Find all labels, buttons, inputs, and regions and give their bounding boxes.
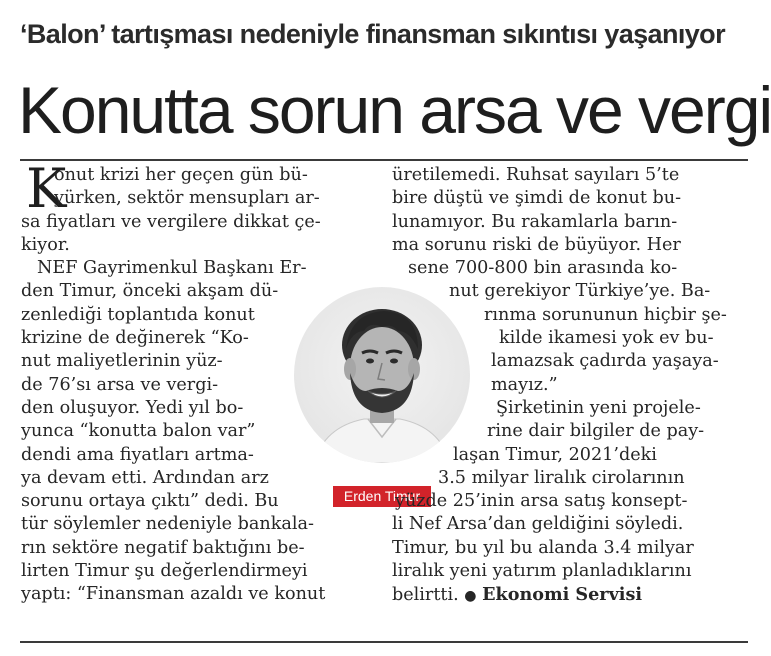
body-line: li Nef Arsa’dan geldiğini söyledi. (392, 514, 684, 535)
body-line: kilde ikamesi yok ev bu- (499, 328, 714, 349)
body-line: kiyor. (21, 234, 70, 255)
body-line: rınma sorununun hiçbir şe- (484, 304, 727, 325)
body-line: liralık yeni yatırım planladıklarını (392, 561, 692, 582)
body-line: üretilemedi. Ruhsat sayıları 5’te (392, 165, 680, 185)
body-line: yaptı: “Finansman azaldı ve konut (21, 584, 326, 605)
body-line: NEF Gayrimenkul Başkanı Er- (37, 258, 307, 279)
body-line: ya devam etti. Ardından arz (21, 467, 269, 488)
body-line: lunamıyor. Bu rakamlarla barın- (392, 211, 678, 232)
body-line: onut krizi her geçen gün bü- (54, 165, 308, 185)
body-line: lirten Timur şu değerlendirmeyi (21, 561, 308, 582)
body-line: krizine de değinerek “Ko- (21, 328, 249, 349)
bullet-icon: ● (464, 588, 477, 605)
body-line: zenlediği toplantıda konut (21, 304, 255, 325)
body-line: nut gerekiyor Türkiye’ye. Ba- (449, 281, 711, 302)
body-last-text: belirtti. (392, 585, 459, 606)
article-bottom-rule (20, 641, 748, 643)
body-line: Timur, bu yıl bu alanda 3.4 milyar (392, 537, 694, 558)
body-line: de 76’sı arsa ve vergi- (21, 374, 219, 395)
byline: Ekonomi Servisi (482, 584, 643, 606)
headline-divider (20, 159, 748, 161)
body-line: den Timur, önceki akşam dü- (21, 281, 279, 302)
body-line: ma sorunu riski de büyüyor. Her (392, 234, 681, 255)
body-line: yunca “konutta balon var” (21, 421, 256, 442)
body-line: rın sektöre negatif baktığını be- (21, 537, 305, 558)
body-line: laşan Timur, 2021’deki (453, 444, 657, 465)
photo-caption: Erden Timur (333, 486, 431, 507)
body-line: nut maliyetlerinin yüz- (21, 351, 223, 372)
article-kicker: ‘Balon’ tartışması nedeniyle finansman sıkıntısı yaşanıyor (20, 19, 725, 49)
body-line-final (392, 583, 752, 606)
body-line: sa fiyatları ve vergilere dikkat çe- (21, 211, 321, 232)
body-line: dendi ama fiyatları artma- (21, 444, 254, 465)
body-column-right (392, 164, 752, 607)
body-line: tür söylemler nedeniyle bankala- (21, 514, 314, 535)
body-line: bire düştü ve şimdi de konut bu- (392, 188, 682, 209)
body-line: rine dair bilgiler de pay- (487, 421, 705, 442)
body-line: lamazsak çadırda yaşaya- (491, 351, 719, 372)
body-line: Şirketinin yeni projele- (496, 397, 701, 418)
body-line: sorunu ortaya çıktı” dedi. Bu (21, 491, 279, 512)
body-line: mayız.” (491, 374, 558, 395)
article-headline: Konutta sorun arsa ve vergi (18, 73, 771, 147)
body-line: den oluşuyor. Yedi yıl bo- (21, 397, 244, 418)
body-line: 3.5 milyar liralık cirolarının (438, 467, 685, 488)
body-line: sene 700-800 bin arasında ko- (408, 258, 678, 279)
drop-cap: K (26, 157, 67, 220)
body-line: yürken, sektör mensupları ar- (54, 188, 320, 209)
body-line: yüzde 25’inin arsa satış konsept- (395, 491, 688, 512)
